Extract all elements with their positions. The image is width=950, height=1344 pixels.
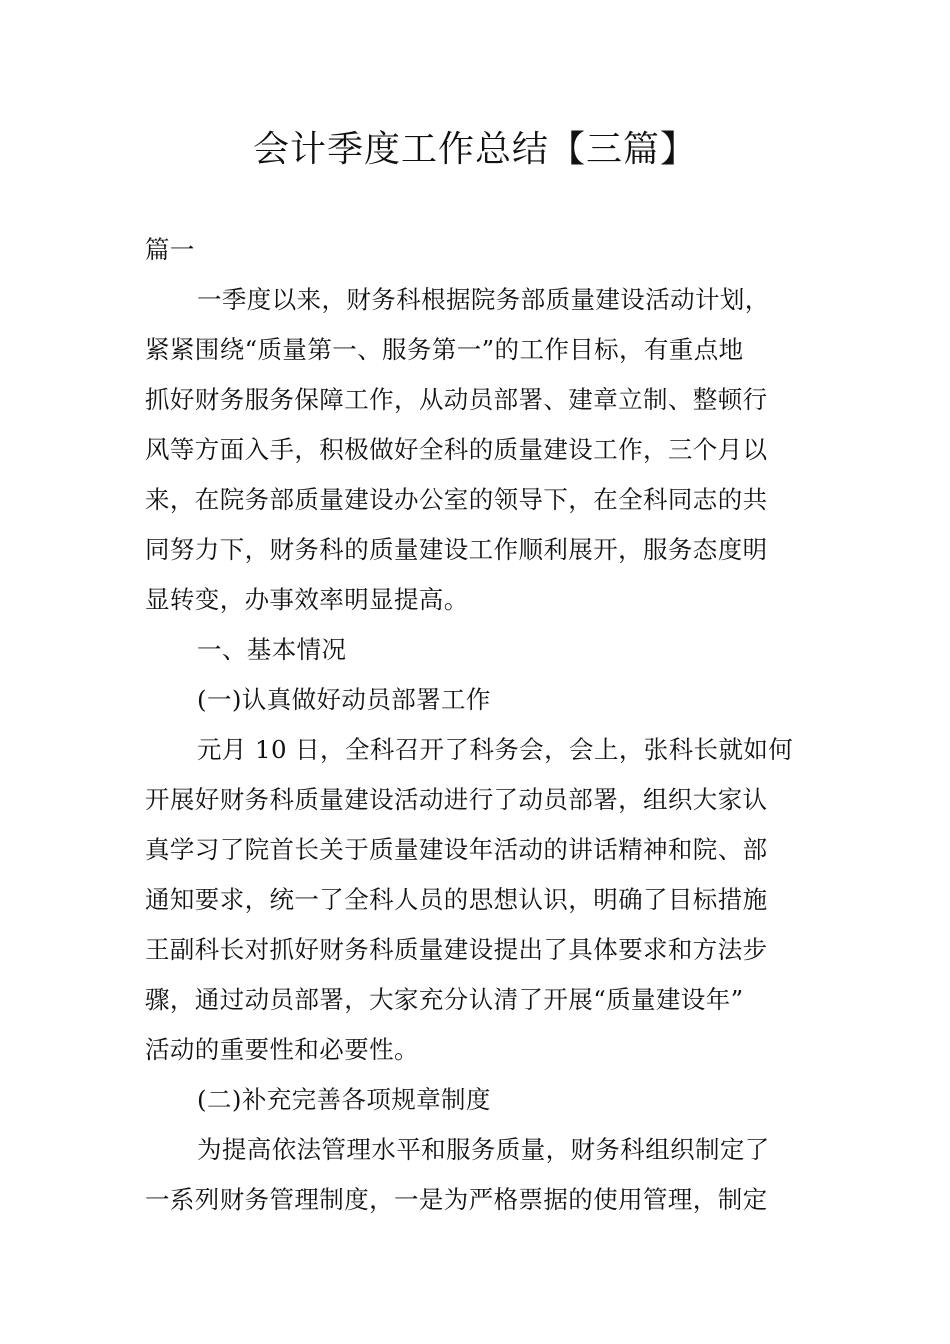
text-line: 为提高依法管理水平和服务质量，财务科组织制定了 — [197, 1135, 770, 1164]
text-line: 开展好财务科质量建设活动进行了动员部署，组织大家认 — [145, 785, 768, 814]
text-line: 王副科长对抓好财务科质量建设提出了具体要求和方法步 — [145, 935, 768, 964]
text-line: 骤，通过动员部署，大家充分认清了开展“质量建设年” — [145, 985, 744, 1014]
text-line: 元月 10 日，全科召开了科务会，会上，张科长就如何 — [197, 735, 794, 764]
text-line: 显转变，办事效率明显提高。 — [145, 585, 469, 614]
text-line: 活动的重要性和必要性。 — [145, 1035, 419, 1064]
text-line: 同努力下，财务科的质量建设工作顺利展开，服务态度明 — [145, 535, 768, 564]
document-body — [145, 225, 809, 1225]
text-line: 篇一 — [145, 235, 195, 264]
section-heading: 一、基本情况 — [197, 635, 347, 664]
text-line: 紧紧围绕“质量第一、服务第一”的工作目标，有重点地 — [145, 335, 744, 364]
text-line: 一系列财务管理制度，一是为严格票据的使用管理，制定 — [145, 1185, 768, 1214]
text-line: 一季度以来，财务科根据院务部质量建设活动计划， — [197, 285, 770, 314]
text-line: 风等方面入手，积极做好全科的质量建设工作，三个月以 — [145, 435, 768, 464]
document-title: 会计季度工作总结【三篇】 — [252, 129, 697, 170]
text-line: 抓好财务服务保障工作，从动员部署、建章立制、整顿行 — [145, 385, 768, 414]
text-line: 通知要求，统一了全科人员的思想认识，明确了目标措施 — [145, 885, 768, 914]
subsection-heading: (二)补充完善各项规章制度 — [197, 1085, 491, 1114]
subsection-heading: (一)认真做好动员部署工作 — [197, 685, 491, 714]
text-line: 来，在院务部质量建设办公室的领导下，在全科同志的共 — [145, 485, 768, 514]
text-line: 真学习了院首长关于质量建设年活动的讲话精神和院、部 — [145, 835, 768, 864]
